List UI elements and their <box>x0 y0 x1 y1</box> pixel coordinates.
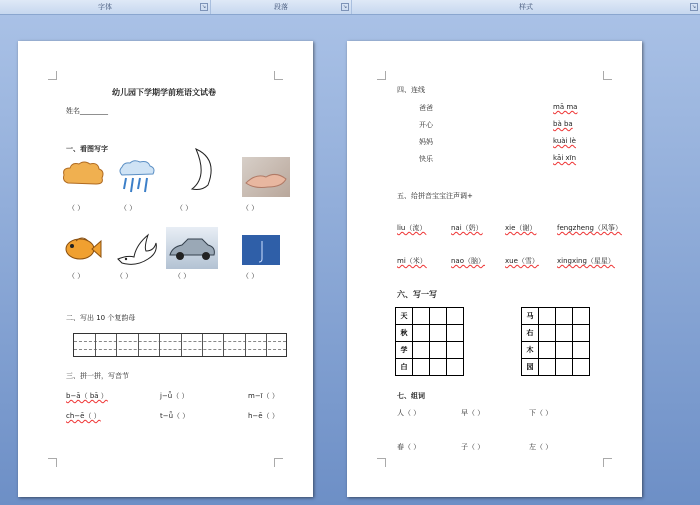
name-field[interactable]: 姓名________ <box>66 107 108 115</box>
ribbon-group-label: 段落 <box>274 3 288 11</box>
page-title: 幼儿园下学期学前班语文试卷 <box>112 88 216 97</box>
match-word: 快乐 <box>419 155 433 163</box>
answer-blank[interactable]: （ ） <box>68 272 85 280</box>
tone-item[interactable]: mi（米） <box>397 257 427 265</box>
writing-lines[interactable] <box>73 333 287 357</box>
section-heading: 二、写出 10 个复韵母 <box>66 314 136 322</box>
match-pinyin: bà ba <box>553 120 573 128</box>
answer-blank[interactable]: （ ） <box>120 204 137 212</box>
tone-item[interactable]: nao（脑） <box>451 257 486 265</box>
pinyin-item[interactable]: j−ǖ（ ） <box>160 392 189 400</box>
fish-image <box>62 231 102 267</box>
pinyin-item[interactable]: h−ē（ ） <box>248 412 279 420</box>
tone-item[interactable]: nai（奶） <box>451 224 483 232</box>
word-item[interactable]: 早（ ） <box>461 409 485 417</box>
pinyin-item[interactable]: b−ā（ bā ） <box>66 392 108 400</box>
moon-image <box>188 147 218 191</box>
word-item[interactable]: 春（ ） <box>397 443 421 451</box>
page-1[interactable] <box>18 41 313 497</box>
ribbon-group-styles[interactable] <box>352 0 700 14</box>
answer-blank[interactable]: （ ） <box>68 204 85 212</box>
match-word: 爸爸 <box>419 104 433 112</box>
dialog-launcher-icon[interactable]: ↘ <box>691 4 697 10</box>
bird-image <box>114 229 160 269</box>
hands-photo <box>242 157 290 197</box>
answer-blank[interactable]: （ ） <box>116 272 133 280</box>
cloud-image <box>60 159 106 189</box>
dialog-launcher-icon[interactable]: ↘ <box>201 4 207 10</box>
pinyin-item[interactable]: t−ǖ（ ） <box>160 412 190 420</box>
writing-grid-right[interactable]: 马 右 木 园 <box>521 307 590 376</box>
match-pinyin: kuài lè <box>553 137 576 145</box>
section-heading: 七、组词 <box>397 392 425 400</box>
umbrella-photo <box>242 235 280 265</box>
word-item[interactable]: 下（ ） <box>529 409 553 417</box>
document-workspace[interactable] <box>0 15 700 505</box>
rain-cloud-image <box>116 159 158 195</box>
ribbon-group-label: 字体 <box>98 3 112 11</box>
match-word: 妈妈 <box>419 138 433 146</box>
match-pinyin: mā ma <box>553 103 578 111</box>
match-word: 开心 <box>419 121 433 129</box>
answer-blank[interactable]: （ ） <box>176 204 193 212</box>
section-heading: 四、连线 <box>397 86 425 94</box>
ribbon-group-label: 样式 <box>519 3 533 11</box>
page-2[interactable] <box>347 41 642 497</box>
tone-item[interactable]: xue（雪） <box>505 257 539 265</box>
tone-item[interactable]: xie（谢） <box>505 224 537 232</box>
answer-blank[interactable]: （ ） <box>242 272 259 280</box>
car-photo <box>166 227 218 269</box>
section-heading: 三、拼一拼，写音节 <box>66 372 129 380</box>
answer-blank[interactable]: （ ） <box>242 204 259 212</box>
section-heading: 一、看图写字 <box>66 145 108 153</box>
tone-item[interactable]: liu（流） <box>397 224 427 232</box>
word-item[interactable]: 左（ ） <box>529 443 553 451</box>
pinyin-item[interactable]: m−ī（ ） <box>248 392 279 400</box>
ribbon-group-paragraph[interactable] <box>211 0 352 14</box>
dialog-launcher-icon[interactable]: ↘ <box>342 4 348 10</box>
word-item[interactable]: 子（ ） <box>461 443 485 451</box>
word-item[interactable]: 人（ ） <box>397 409 421 417</box>
section-heading: 六、写一写 <box>397 290 437 299</box>
writing-grid-left[interactable]: 天 秋 学 白 <box>395 307 464 376</box>
section-heading: 五、给拼音宝宝注声调+ <box>397 192 473 200</box>
tone-item[interactable]: xingxing（星星） <box>557 257 615 265</box>
tone-item[interactable]: fengzheng（风筝） <box>557 224 622 232</box>
match-pinyin: kāi xīn <box>553 154 577 162</box>
pinyin-item[interactable]: ch−ē（ ） <box>66 412 101 420</box>
answer-blank[interactable]: （ ） <box>174 272 191 280</box>
ribbon <box>0 0 700 15</box>
ribbon-group-font[interactable] <box>0 0 211 14</box>
